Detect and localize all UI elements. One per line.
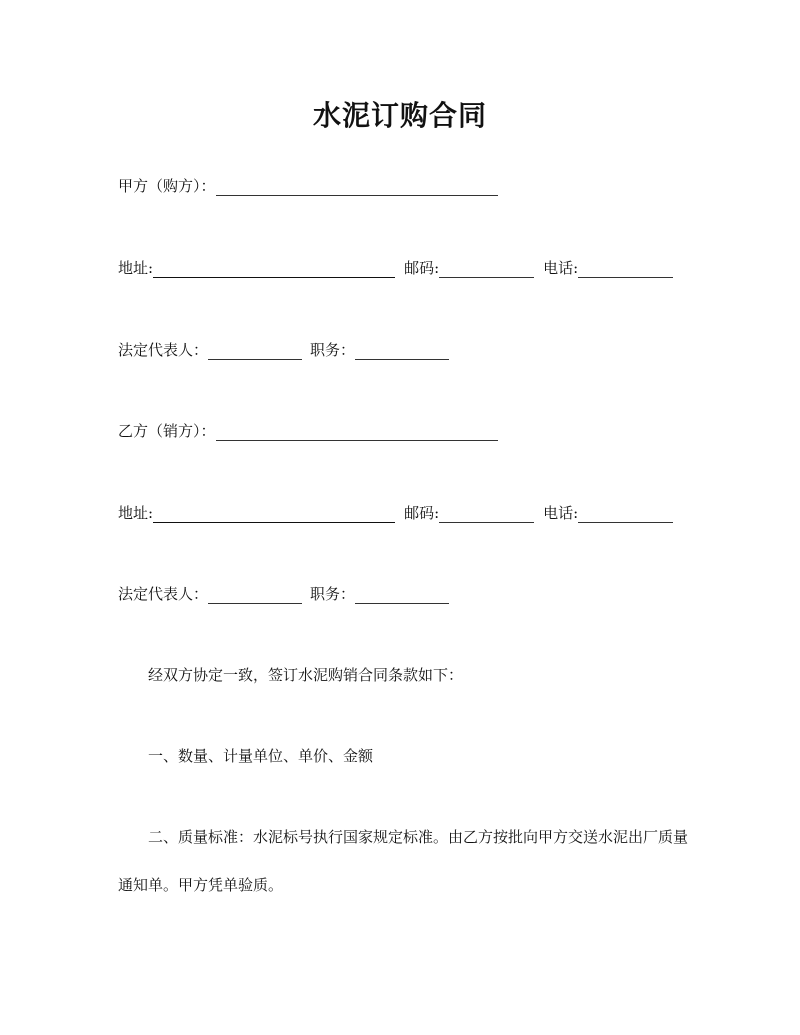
party-b-row [118,421,498,441]
party-b-rep-label: 法定代表人： [118,585,209,603]
party-a-row [118,176,498,196]
party-a-rep-label: 法定代表人： [118,341,209,359]
party-b-address-label: 地址: [118,504,154,522]
party-b-postcode-label: 邮码: [404,504,440,522]
clause-1-paragraph: 一、数量、计量单位、单价、金额 [148,747,374,765]
party-a-position-blank[interactable] [355,343,449,360]
party-a-rep-blank[interactable] [208,343,302,360]
party-a-position-label: 职务： [310,341,356,359]
party-a-postcode-label: 邮码: [404,259,440,277]
party-a-label: 甲方（购方）： [118,177,216,195]
party-a-rep-row [118,340,449,360]
party-a-address-blank[interactable] [153,261,395,278]
party-b-rep-row [118,584,449,604]
party-b-label: 乙方（销方）： [118,422,216,440]
party-b-position-blank[interactable] [355,587,449,604]
party-a-address-label: 地址: [118,259,154,277]
intro-paragraph: 经双方协定一致，签订水泥购销合同条款如下： [148,666,464,684]
party-a-phone-label: 电话: [543,259,579,277]
party-b-postcode-blank[interactable] [439,506,534,523]
party-a-contact-row [118,258,673,278]
party-b-contact-row [118,503,673,523]
party-b-rep-blank[interactable] [208,587,302,604]
clause-2-paragraph: 二、质量标准：水泥标号执行国家规定标准。由乙方按批向甲方交送水泥出厂质量通知单。甲方凭单验质。 [118,828,689,894]
party-a-name-blank[interactable] [216,179,498,196]
party-a-phone-blank[interactable] [578,261,673,278]
document-title: 水泥订购合同 [312,99,487,132]
party-b-phone-blank[interactable] [578,506,673,523]
party-a-postcode-blank[interactable] [439,261,534,278]
party-b-phone-label: 电话: [543,504,579,522]
party-b-name-blank[interactable] [216,424,498,441]
party-b-address-blank[interactable] [153,506,395,523]
party-b-position-label: 职务： [310,585,356,603]
